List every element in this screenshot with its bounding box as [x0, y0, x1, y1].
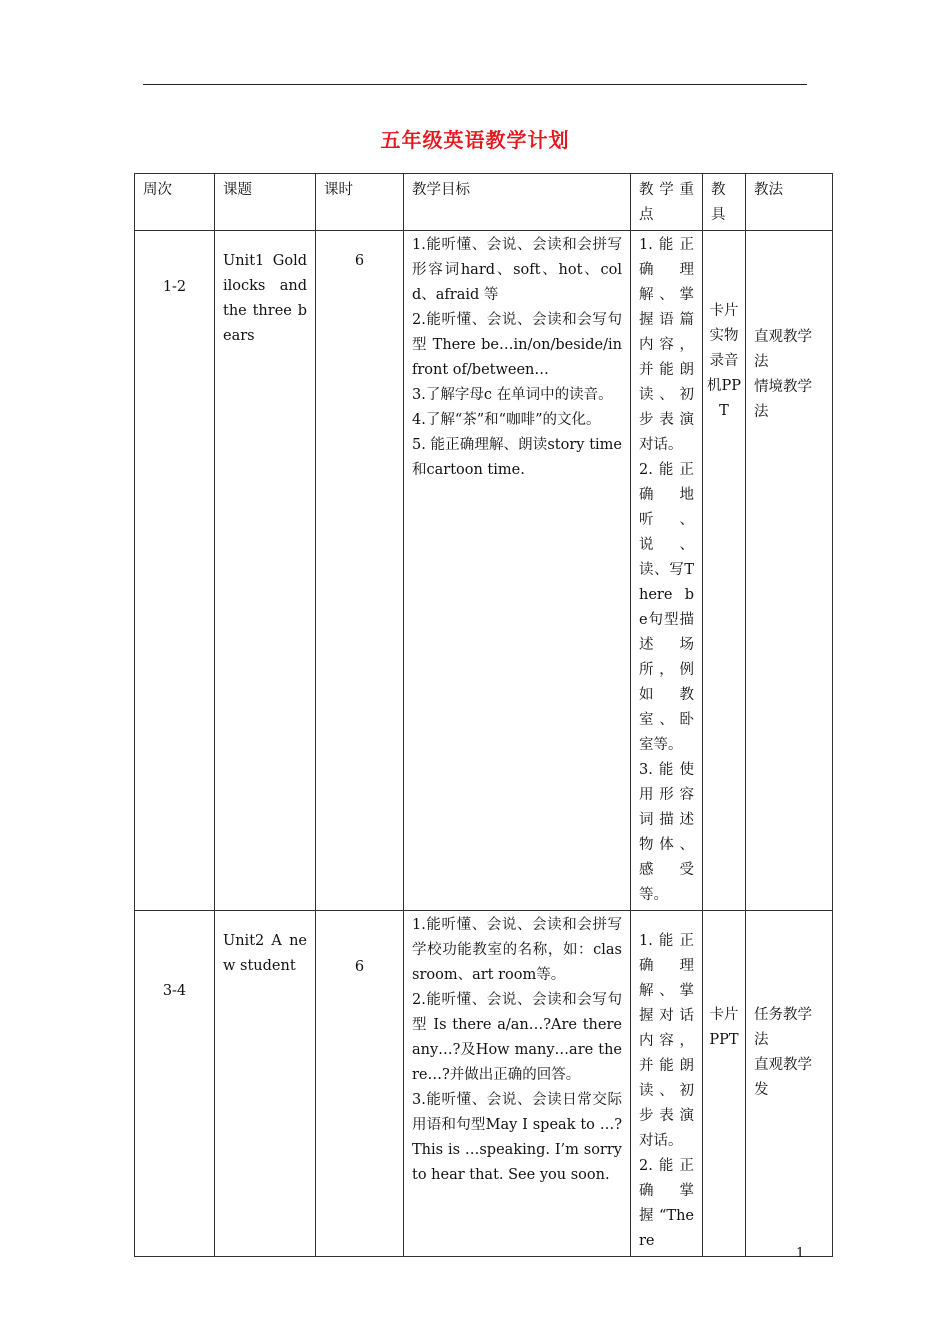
header-week: 周次 [135, 174, 215, 231]
header-rule [143, 84, 807, 85]
page-title: 五年级英语教学计划 [380, 128, 570, 152]
objectives-cell: 1.能听懂、会说、会读和会拼写学校功能教室的名称，如：classroom、art room等。 2.能听懂、会说、会读和会写句型 Is there a/an…?Are there any…?及How many…are there…?并做出正确的回答。 3.能听懂、会说、会读日常交际用语和句型May I speak to …? This is …speaking. I’m sorry to hear that. See you soon. [404, 911, 631, 1257]
methods-cell: 任务教学法 直观教学发 [746, 911, 833, 1257]
tools-cell: 卡片PPT [703, 911, 746, 1257]
table-row [135, 911, 833, 1257]
topic-cell: Unit2 A new student [215, 911, 316, 1257]
header-methods: 教法 [746, 174, 833, 231]
header-objectives: 教学目标 [404, 174, 631, 231]
table-row [135, 231, 833, 911]
header-tools: 教具 [703, 174, 746, 231]
methods-cell: 直观教学法 情境教学法 [746, 231, 833, 911]
week-cell: 1-2 [135, 231, 215, 911]
key-points-cell: 1.能正确理解、掌握对话内容，并能朗读、初步表演对话。 2.能正确掌握“There [631, 911, 703, 1257]
table-header-row [135, 174, 833, 231]
header-key-points: 教学重点 [631, 174, 703, 231]
week-cell: 3-4 [135, 911, 215, 1257]
header-topic: 课题 [215, 174, 316, 231]
page-number: 1 [796, 1246, 805, 1261]
header-hours: 课时 [316, 174, 404, 231]
teaching-plan-table [134, 173, 833, 1257]
hours-cell: 6 [316, 231, 404, 911]
objectives-cell: 1.能听懂、会说、会读和会拼写形容词hard、soft、hot、cold、afraid 等 2.能听懂、会说、会读和会写句型 There be…in/on/beside/in front of/between… 3.了解字母c 在单词中的读音。 4.了解“茶”和“咖啡”的文化。 5. 能正确理解、朗读story time 和cartoon time. [404, 231, 631, 911]
key-points-cell: 1.能正确理解、掌握语篇内容，并能朗读、初步表演对话。 2.能正确地听、说、读、写There be句型描述场所，例如教室、卧室等。 3.能使用形容词描述物体、感受等。 [631, 231, 703, 911]
tools-cell: 卡片实物录音机PPT [703, 231, 746, 911]
hours-cell: 6 [316, 911, 404, 1257]
topic-cell: Unit1 Goldilocks and the three bears [215, 231, 316, 911]
